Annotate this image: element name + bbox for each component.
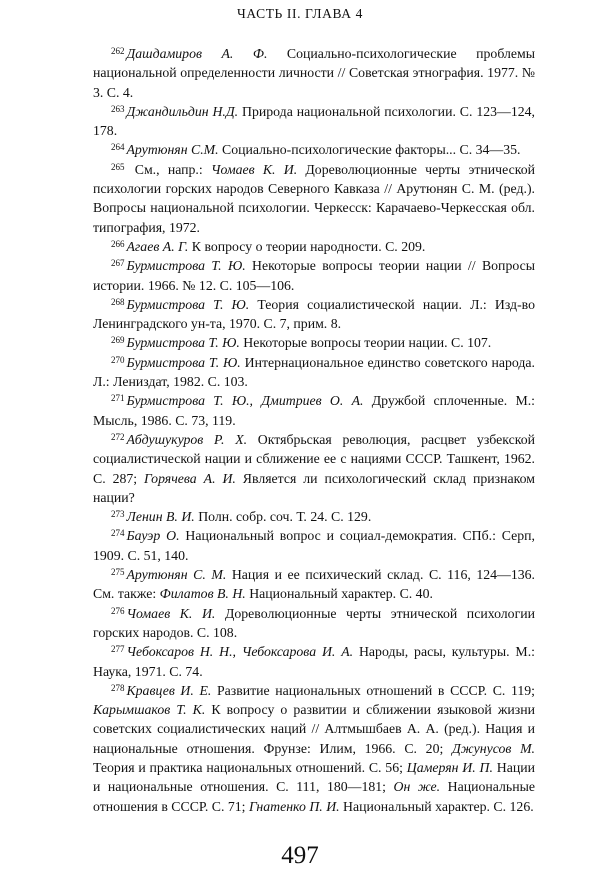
author-name: Он же. (393, 779, 441, 795)
footnote (93, 160, 535, 237)
footnote (93, 256, 535, 295)
author-name: Джандильдин Н.Д. (126, 103, 239, 119)
footnote-text: Некоторые вопросы теории нации // Вопросы истории. 1966. № 12. С. 105—106. (93, 258, 535, 293)
footnote-text: Теория социалистической нации. Л.: Изд-во Ленинградского ун-та, 1970. С. 7, прим. 8. (93, 296, 535, 332)
footnote-number: 273 (111, 509, 125, 520)
footnote-number: 264 (111, 142, 125, 153)
author-name: Чебоксаров Н. Н., Чебоксарова И. А. (126, 644, 354, 660)
footnote-number: 263 (111, 103, 125, 114)
author-name: Арутюнян С.М. (126, 142, 219, 158)
footnote-text: Нация и ее психический склад. С. 116, 124—136. См. также: (93, 567, 535, 602)
footnote-text: Некоторые вопросы теории нации. С. 107. (239, 335, 492, 351)
footnote-number: 272 (111, 431, 125, 442)
author-name: Горячева А. И. (144, 470, 236, 486)
footnote-text: Национальный характер. С. 40. (245, 586, 433, 602)
author-name: Бурмистрова Т. Ю., Дмитриев О. А. (126, 393, 364, 409)
footnote (93, 526, 535, 565)
author-name: Чомаев К. И. (126, 605, 216, 621)
author-name: Филатов В. Н. (159, 586, 246, 602)
footnote-text: Октябрьская революция, расцвет узбекской социалистической нации и сближение ее с нациями СССР. Ташкент, 1962. С. 287; (93, 431, 535, 486)
footnote (93, 295, 535, 334)
author-name: Бурмистрова Т. Ю. (126, 354, 241, 370)
author-name: Бурмистрова Т. Ю. (126, 335, 240, 351)
author-name: Джунусов М. (452, 740, 536, 756)
footnote (93, 102, 535, 141)
footnote-number: 266 (111, 238, 125, 249)
footnote (93, 642, 535, 681)
footnote-number: 268 (111, 296, 125, 307)
footnote-text: Теория и практика национальных отношений. С. 56; (93, 759, 407, 775)
author-name: Арутюнян С. М. (126, 567, 227, 583)
footnote (93, 140, 535, 159)
footnote-text: Социально-психологические факторы... С. 34—35. (218, 142, 521, 158)
footnote-text: Полн. собр. соч. Т. 24. С. 129. (194, 509, 372, 525)
author-name: Абдушукуров Р. Х. (126, 431, 248, 447)
footnote-number: 262 (111, 46, 125, 56)
footnote-text: Дружбой сплоченные. М.: Мысль, 1986. С. 73, 119. (93, 393, 535, 428)
footnote-text: Интернациональное единство советского народа. Л.: Лениздат, 1982. С. 103. (93, 354, 535, 390)
footnote (93, 333, 535, 352)
footnote-text: Дореволюционные черты этнической психологии горских народов Северного Кавказа // Арутюнян С. М. (ред.). Вопросы национальной психологии. Черкесск: Карачаево-Черкесская обл. типография, 1972. (93, 161, 535, 235)
running-header: ЧАСТЬ II. ГЛАВА 4 (237, 6, 363, 21)
author-name: Дашдамиров А. Ф. (126, 46, 268, 61)
author-name: Карымшаков Т. К. (93, 702, 206, 718)
footnote-text: Национальный характер. С. 126. (339, 798, 534, 814)
footnote-text: Развитие национальных отношений в СССР. С. 119; (211, 682, 535, 698)
footnote-text: Является ли психологический склад признаком нации? (93, 470, 535, 505)
footnote (93, 391, 535, 430)
footnote (93, 507, 535, 526)
author-name: Кравцев И. Е. (126, 682, 212, 698)
footnote-number: 278 (111, 682, 125, 693)
footnote (93, 565, 535, 604)
footnote-text: Национальные отношения в СССР. С. 71; (93, 779, 535, 814)
footnote-number: 270 (111, 354, 125, 365)
footnote-number: 274 (111, 528, 125, 539)
footnotes-list (93, 44, 535, 816)
footnote-text: Нации и национальные отношения. С. 111, 180—181; (93, 759, 535, 795)
footnote (93, 353, 535, 392)
footnote-text: См., напр.: (126, 161, 211, 177)
author-name: Цамерян И. П. (406, 759, 493, 775)
footnote (93, 430, 535, 507)
footnote (93, 237, 535, 256)
page-number: 497 (281, 842, 319, 869)
author-name: Бауэр О. (126, 528, 180, 544)
author-name: Бурмистрова Т. Ю. (126, 258, 246, 274)
footnote-number: 276 (111, 605, 125, 616)
footnote-number: 271 (111, 393, 125, 404)
author-name: Бурмистрова Т. Ю. (126, 296, 250, 312)
footnote-text: Природа национальной психологии. С. 123—124, 178. (93, 103, 535, 139)
author-name: Ленин В. И. (126, 509, 195, 525)
footnote-text: Народы, расы, культуры. М.: Наука, 1971. С. 74. (93, 644, 535, 679)
author-name: Гнатенко П. И. (248, 798, 340, 814)
footnote-number: 269 (111, 335, 125, 346)
footnote-text: Дореволюционные черты этнической психологии горских народов. С. 108. (93, 605, 535, 640)
author-name: Агаев А. Г. (126, 238, 189, 254)
footnote-number: 267 (111, 258, 125, 269)
footnote-number: 275 (111, 567, 125, 578)
footnote (93, 44, 535, 102)
footnote-text: К вопросу о теории народности. С. 209. (188, 238, 426, 254)
footnote-text: К вопросу о развитии и сближении языковой жизни советских социалистических наций // Алтмышбаев А. А. (ред.). Нация и национальные отношения. Фрунзе: Илим, 1966. С. 20; (93, 702, 535, 756)
footnote-text: Социально-психологические проблемы национальной определенности личности // Советская этнография. 1977. № 3. С. 4. (93, 46, 535, 100)
footnote (93, 604, 535, 643)
footnote-text: Национальный вопрос и социал-демократия. СПб.: Серп, 1909. С. 51, 140. (93, 528, 536, 563)
footnote-number: 277 (111, 644, 125, 655)
footnote-number: 265 (111, 161, 125, 172)
footnote (93, 681, 535, 816)
author-name: Чомаев К. И. (210, 161, 298, 177)
